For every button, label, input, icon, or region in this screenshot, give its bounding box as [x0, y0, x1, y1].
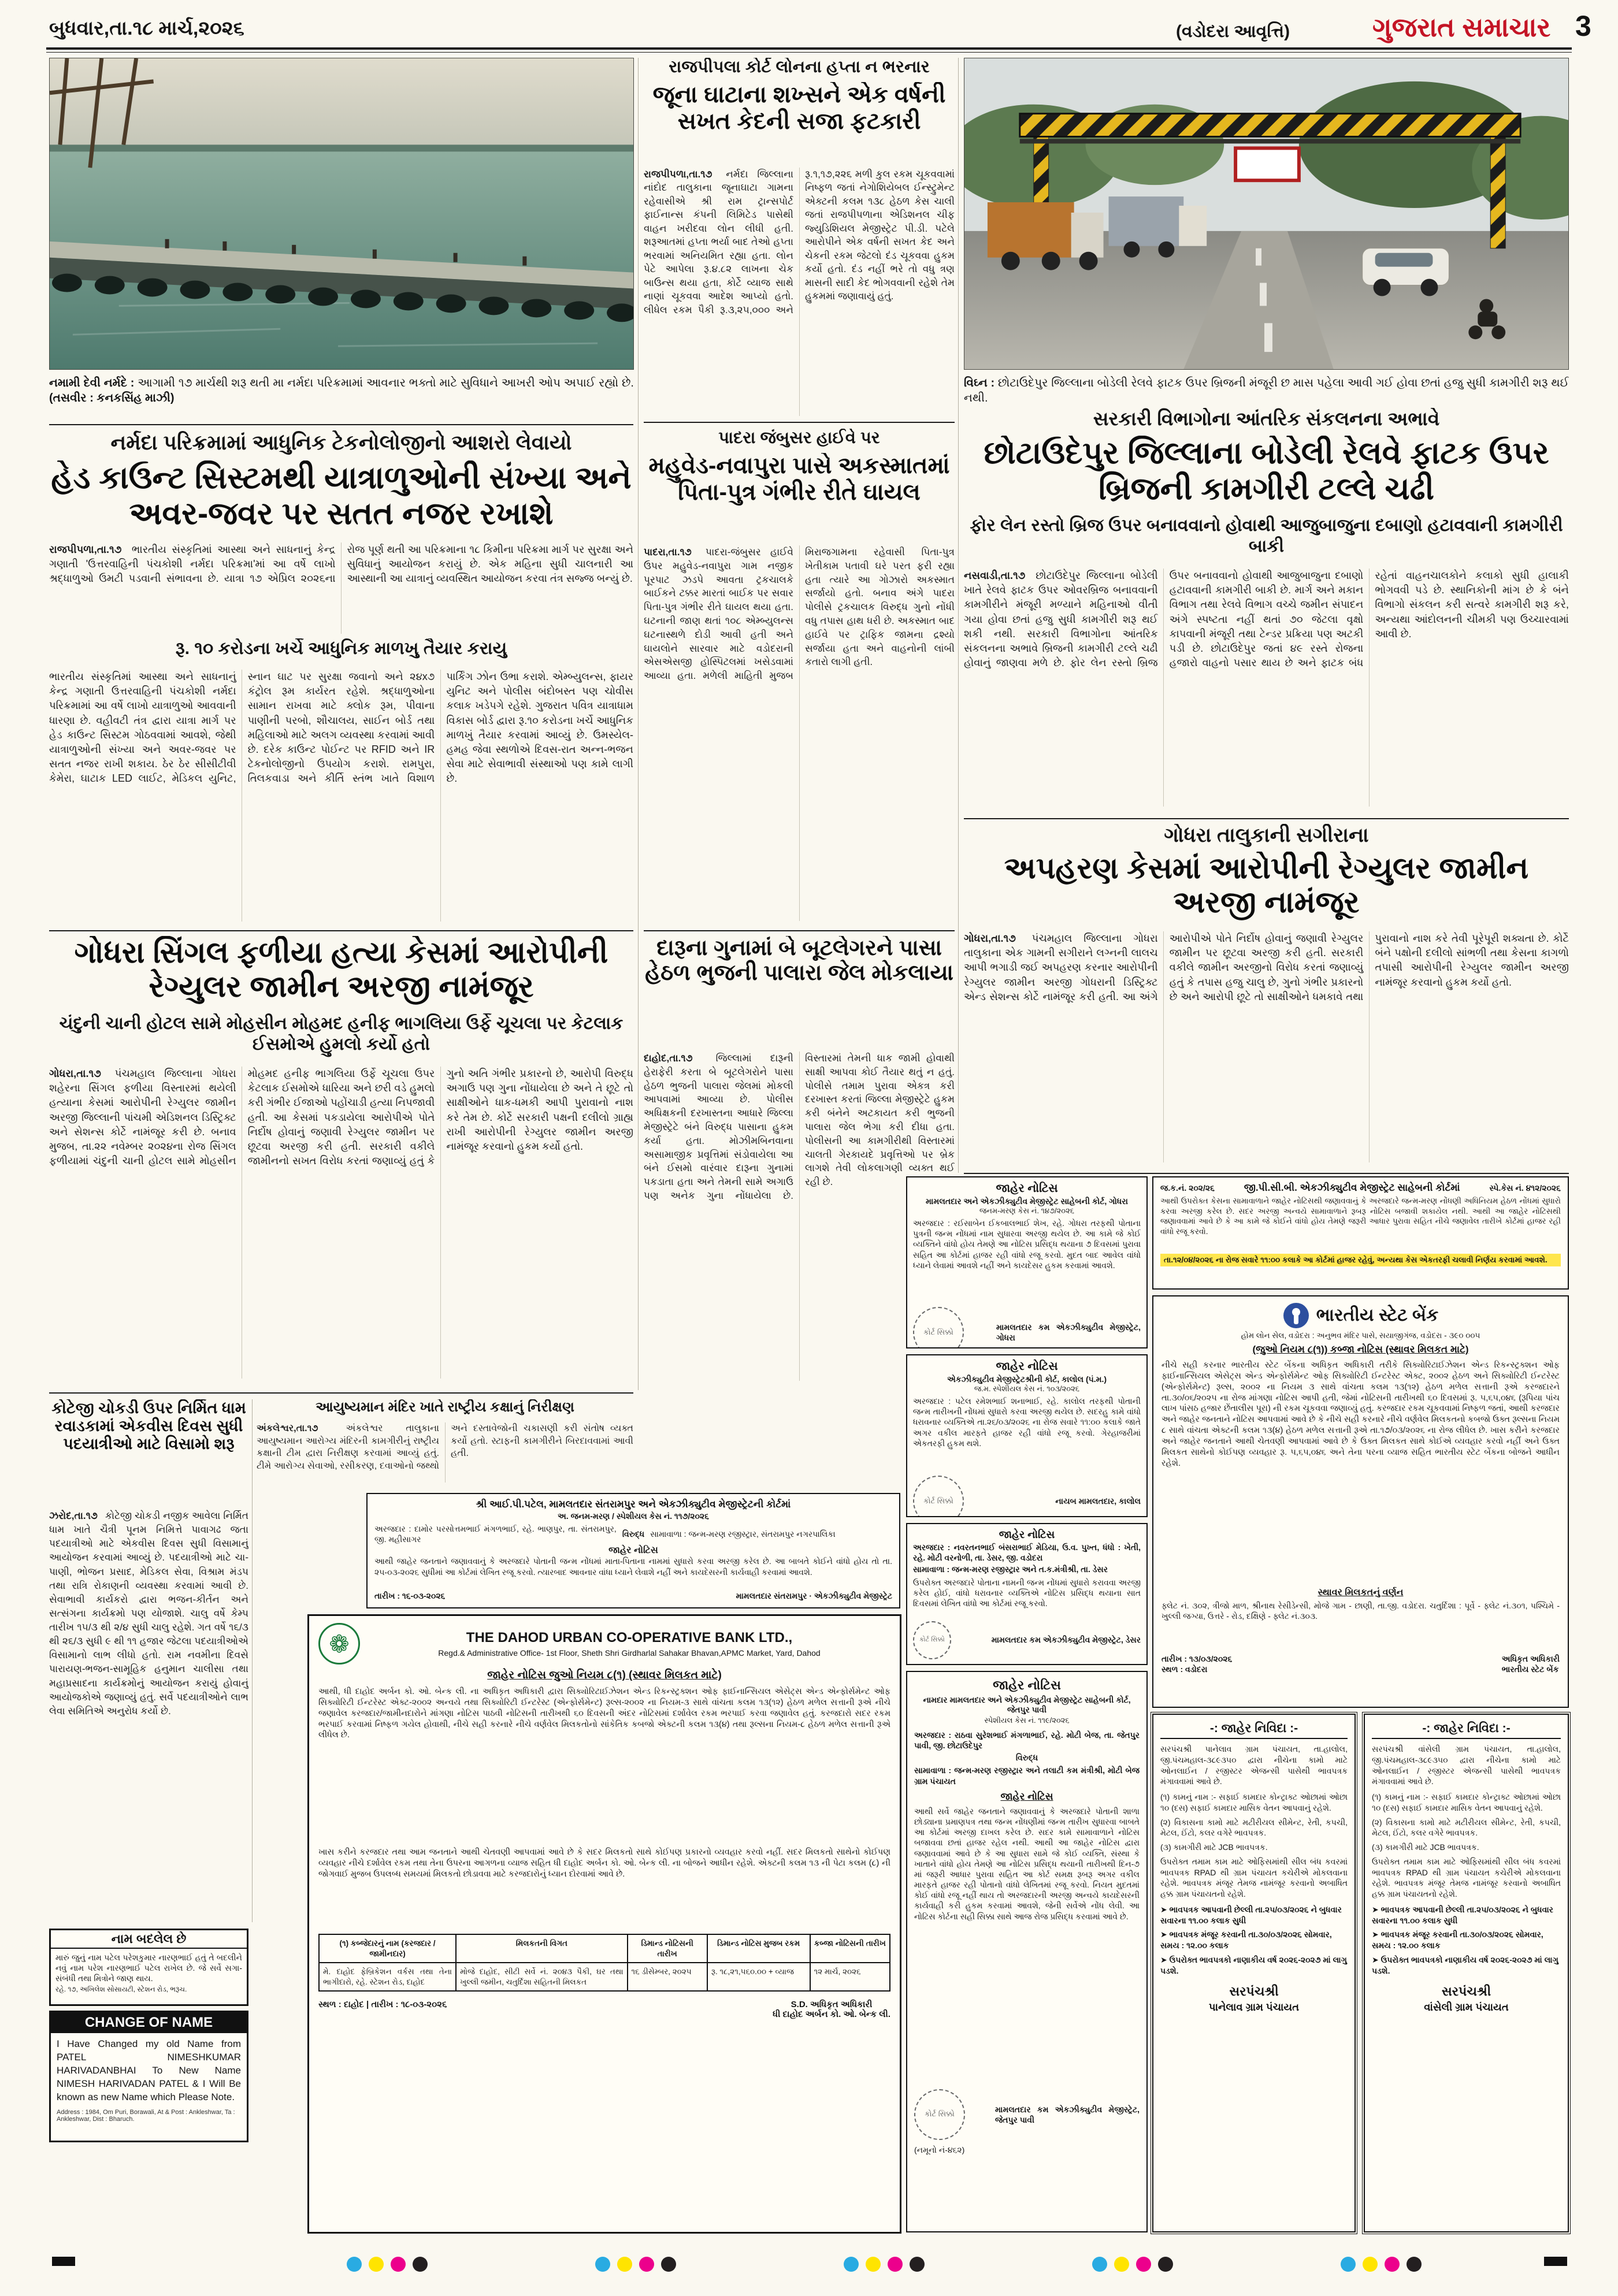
tender-title: -: જાહેર નિવિદા :-	[1372, 1722, 1561, 1739]
tender-notice-panelav	[1152, 1714, 1356, 2232]
tender-sign-title: સરપંચશ્રી	[1441, 1984, 1491, 1999]
article-body: ભારતીય સંસ્કૃતિમાં આસ્થા અને સાધનાનું કેન્દ્ર ગણાતી ઉત્તરવાહિની પંચકોશી નર્મદા પરિક્રમામાં આ વર્ષે લાખો યાત્રાળુઓ આવવાની ધારણા છે. વહીવટી તંત્ર દ્વારા યાત્રા માર્ગ પર હેડ કાઉન્ટ સિસ્ટમ ગોઠવવામાં આવશે, જેથી યાત્રાળુઓની સંખ્યા અને અવર-જવર પર સતત નજર રાખી શકાય. ઠેર ઠેર સીસીટીવી કેમેરા, ઘાટાક LED લાઈટ, મેડિકલ યુનિટ, સ્નાન ઘાટ પર સુરક્ષા જવાનો અને ૨૪x૭ કંટ્રોલ રૂમ કાર્યરત રહેશે. શ્રદ્ધાળુઓના સામાન રાખવા માટે ક્લોક રૂમ, પીવાના પાણીની પરબો, શૌચાલય, સાઈન બોર્ડ તથા મહિલાઓ માટે અલગ વ્યવસ્થા કરવામાં આવી છે. દરેક કાઉન્ટ પોઈન્ટ પર RFID અને IR ટેકનોલોજીનો ઉપયોગ કરાશે. રામપુરા, તિલકવાડા અને કીર્તિ સ્તંભ ખાતે વિશાળ પાર્કિંગ ઝોન ઉભા કરાશે. એમ્બ્યુલન્સ, ફાયર યુનિટ અને પોલીસ બંદોબસ્ત પણ ચોવીસ કલાક ખડેપગે રહેશે. ગુજરાત પવિત્ર યાત્રાધામ વિકાસ બોર્ડ દ્વારા રૂ.૧૦ કરોડના ખર્ચે આધુનિક માળખું તૈયાર કરવામાં આવ્યું છે. ઉમસ્યેલ-હમહ જેવા સ્થળોએ દિવસ-રાત અન્ન-ભજન સેવા માટે સેવાભાવી સંસ્થાઓ પણ કામે લાગી છે.	[49, 671, 633, 785]
article-kicker: ગોધરા તાલુકાની સગીરાના	[1164, 824, 1369, 846]
case-ref-left: જ.ક.નં. ૨૦૨/૨૬	[1160, 1183, 1215, 1192]
header-edition: (વડોદરા આવૃત્તિ)	[1176, 22, 1290, 41]
notice-body: નીચે સહી કરનાર ભારતીય સ્ટેટ બેંકના અધિકૃત અધિકારી તરીકે સિક્યોરિટાઈઝેશન એન્ડ રિકન્સ્ટ્રક્શન ઓફ ફાઈનાન્સિયલ એસેટ્સ એન્ડ એન્ફોર્સમેન્ટ ઓફ સિક્યોરિટી ઈન્ટરેસ્ટ એક્ટ, ૨૦૦૨ હેઠળ અને સિક્યોરિટી ઈન્ટરેસ્ટ (એન્ફોર્સમેન્ટ) રૂલ્સ, ૨૦૦૨ ના નિયમ ૩ સાથે વાંચતા કલમ ૧૩(૧૨) હેઠળ મળેલ સત્તાની રૂએ કરજદારને તા.૩૦/૦૬/૨૦૨૫ ના રોજ માંગણા નોટિસ આપી હતી, જેમાં નોટિસની તારીખથી ૬૦ દિવસમાં રૂ. ૫,૬૫,૦૪૬ (રૂપિયા પાંચ લાખ પાંસઠ હજાર છેંતાલીસ પૂરા) ની રકમ ચૂકવવા જણાવ્યું હતું. કરજદાર રકમ ચૂકવવામાં નિષ્ફળ જતાં, આથી કરજદાર અને જાહેર જનતાને નોટિસ આપવામાં આવે છે કે નીચે સહી કરનારે નીચે વર્ણવેલ મિલકતનો કબજો ઉક્ત રૂલ્સના નિયમ ૮ સાથે વાંચતા એક્ટની કલમ ૧૩(૪) હેઠળ મળેલ સત્તાની રૂએ તા.૧૭/૦૩/૨૦૨૬ ના રોજ લીધેલ છે. ખાસ કરીને કરજદાર અને જાહેર જનતાને આથી ચેતવણી આપવામાં આવે છે કે ઉક્ત મિલકત સાથે કોઈએ વ્યવહાર કરવો નહીં અને ઉક્ત મિલકત સાથેનો કોઈપણ વ્યવહાર રૂ. ૫,૬૫,૦૪૬ અને તેના પરના વ્યાજ સહિત ભારતીય સ્ટેટ બેંકના બોજને આધીન રહેશે.	[1161, 1361, 1560, 1468]
section-divider	[49, 930, 633, 931]
registration-mark	[52, 2257, 75, 2266]
article-body	[49, 1509, 248, 1919]
notice-respondent: સામાવાળા : જન્મ-મરણ રજીસ્ટ્રાર અને તલાટી કમ મંત્રીશ્રી, મોટી બેજ ગ્રામ પંચાયત	[914, 1766, 1140, 1786]
signature-line2: એકઝીક્યુટીવ મેજીસ્ટ્રેટ	[814, 1591, 892, 1601]
body-text: નર્મદા જિલ્લાના નાંદોદ તાલુકાના જૂનાઘાટા ગામના રહેવાસીએ શ્રી રામ ટ્રાન્સપોર્ટ ફાઈનાન્સ કંપની લિમિટેડ પાસેથી વાહન ખરીદવા લોન લીધી હતી. શરૂઆતમાં હપ્તા ભર્યા બાદ તેઓ હપ્તા ભરવામાં અનિયમિત રહ્યા હતા. લોન પેટે આપેલા રૂ.૪.૮૨ લાખના ચેક બાઉન્સ થયા હતા, કોર્ટે વ્યાજ સાથે નાણાં ચૂકવવા આદેશ આપ્યો હતો. લીધેલ રકમ પૈકી રૂ.૩,૨૫,૦૦૦ અને રૂ.૧,૧૭,૨૨૬ મળી કુલ રકમ ચૂકવવામાં નિષ્ફળ જતાં નેગોશિયેબલ ઈન્સ્ટ્રુમેન્ટ એક્ટની કલમ ૧૩૮ હેઠળ કેસ ચાલી જતાં રાજપીપળાના એડિશનલ ચીફ જ્યુડિશિયલ મેજીસ્ટ્રેટ પી.ડી. પટેલે આરોપીને એક વર્ષની સખત કેદ અને ચેકની રકમ જેટલો દંડ ચૂકવવા હુકમ કર્યો હતો. દંડ નહીં ભરે તો વધુ ત્રણ માસની સાદી કેદ ભોગવવાની રહેશે તેમ હુકમમાં જણાવાયું હતું.	[644, 169, 955, 315]
notice-applicant: અરજદાર : દામોર પરસોત્તમભાઈ મંગળભાઈ, રહે. ભાણપુર, તા. સંતરામપુર, જી. મહીસાગર	[374, 1524, 617, 1544]
tender-item: (૨) વિકાસના કામો માટે મટીરીયલ સીમેન્ટ, રેતી, કપચી, મેટલ, ઈંટો, કલર વગેરે ભાવપત્રક.	[1372, 1817, 1561, 1838]
ad-body-1: આથી, ધી દાહોદ અર્બન કો. ઓ. બેન્ક લી. ના અધિકૃત અધિકારી દ્વારા સિક્યોરિટાઈઝેશન એન્ડ રિકન્સ્ટ્રક્શન ઓફ ફાઈનાન્સિયલ એસેટ્સ એન્ડ એન્ફોર્સમેન્ટ ઓફ સિક્યોરિટી ઈન્ટરેસ્ટ એક્ટ-૨૦૦૨ અન્વયે તથા સિક્યોરિટી ઈન્ટરેસ્ટ (એન્ફોર્સમેન્ટ) રૂલ્સ-૨૦૦૨ ના નિયમ-૩ સાથે વાંચતા કલમ ૧૩(૧૨) હેઠળ મળેલ સત્તાની રૂએ નીચે જણાવેલ કરજદાર/જામીનદારોને માંગણા નોટિસ પાઠવી નોટિસની તારીખથી ૬૦ દિવસની અંદર નોટિસમાં દર્શાવેલ રકમ ભરપાઈ કરવા જણાવેલ હતું. કરજદારો સદર રકમ ભરપાઈ કરવામાં નિષ્ફળ ગયેલ હોવાથી, નીચે સહી કરનારે નીચે વર્ણવેલ મિલકતોનો સાંકેતિક કબજો એક્ટની કલમ ૧૩(૪) તથા રૂલ્સના નિયમ-૮ હેઠળ મળેલ સત્તાની રૂએ લીધેલ છે.	[318, 1687, 890, 1740]
registration-dot-black	[413, 2257, 428, 2272]
notice-date-place	[1161, 1654, 1232, 1674]
tender-bullet: ➤ ઉપરોક્ત ભાવપત્રકો નાણાકીય વર્ષ ૨૦૨૬-૨૦૨૭ માં લાગુ પડશે.	[1372, 1955, 1558, 1975]
notice-versus: વિરુદ્ધ	[1015, 1753, 1038, 1763]
article-padyatri-camp	[49, 1399, 248, 1922]
caption-credit: (તસવીર : કનકસિંહ માઝી)	[49, 392, 175, 404]
article-body	[49, 1067, 633, 1379]
notice-signature: નાયબ મામલતદાર, કાલોલ	[1055, 1496, 1141, 1506]
ad-signature	[773, 2000, 890, 2019]
article-kicker: નર્મદા પરિક્રમામાં આધુનિક ટેકનોલોજીનો આશરો લેવાયો	[110, 430, 572, 454]
bank-address: હોમ લોન સેલ, વડોદરા : અનુભવ મંદિર પાસે, સયાજીગંજ, વડોદરા - ૩૯૦ ૦૦૫	[1241, 1331, 1480, 1340]
ad-sign-line1: S.D. અધિકૃત અધિકારી	[791, 2000, 873, 2010]
notice-body: I Have Changed my old Name from PATEL NIMESHKUMAR HARIVADANBHAI To New Name NIMESH HARIVADAN PATEL & I Will Be known as new Name which Please Note.	[57, 2038, 241, 2102]
dateline: રાજપીપળા,તા.૧૭	[49, 544, 122, 555]
article-kicker: સરકારી વિભાગોના આંતરિક સંકલનના અભાવે	[1093, 408, 1440, 429]
notice-case: જ.મ. સ્પેશીયલ કેસ નં. ૧૦૩/૨૦૨૬	[974, 1384, 1080, 1393]
tender-notice-vanseli	[1364, 1714, 1569, 2232]
notice-applicant: અરજદાર : રાઠવા સુરેશભાઈ મંગળાભાઈ, રહે. મોટી બેજ, તા. જેતપુર પાવી, જી. છોટાઉદેપુર	[914, 1730, 1140, 1751]
court-stamp: કોર્ટ સિક્કો	[913, 1621, 951, 1659]
dateline: ઝરોદ,તા.૧૭	[49, 1510, 98, 1521]
bodeli-railway-gate-photo	[964, 58, 1569, 370]
article-body	[964, 931, 1569, 1162]
notice-body: મારું જુનું નામ પટેલ પરેશકુમાર નારણભાઈ હતું તે બદલીને નવું નામ પરેશ નારણભાઈ પટેલ રાખેલ છે. જે સર્વે સગા-સંબંધી તથા મિત્રોને જાણ થાય.	[55, 1953, 242, 1983]
registration-dot-black	[1158, 2257, 1173, 2272]
dahod-bank-logo-icon: ❁	[318, 1623, 360, 1665]
body-text: પાદરા-જંબુસર હાઈવે ઉપર મહુવેડ-નવાપુરા ગામ નજીક પૂરપાટ ઝડપે આવતા ટ્રકચાલકે બાઈકને ટક્કર મારતાં બાઈક પર સવાર પિતા-પુત્ર ગંભીર રીતે ઘાયલ થયા હતા. ઘટનાની જાણ થતાં ૧૦૮ એમ્બ્યુલન્સ ઘટનાસ્થળે દોડી આવી હતી અને ઘાયલોને સારવાર માટે વડોદરાની એસએસજી હોસ્પિટલમાં ખસેડવામાં આવ્યા હતા. મળેલી માહિતી મુજબ મિરાજગામના રહેવાસી પિતા-પુત્ર ખેતીકામ પતાવી ઘરે પરત ફરી રહ્યા હતા ત્યારે આ ગોઝારો અકસ્માત સર્જાયો હતો. બનાવ અંગે પાદરા પોલીસે ટ્રકચાલક વિરુદ્ધ ગુનો નોંધી વધુ તપાસ હાથ ધરી છે. અકસ્માત બાદ હાઈવે પર ટ્રાફિક જામના દ્રશ્યો સર્જાયા હતા અને વાહનોની લાંબી કતારો લાગી હતી.	[644, 547, 955, 682]
header-date: બુધવાર,તા.૧૮ માર્ચ,૨૦૨૬	[49, 17, 244, 39]
caption-lead: વિઘ્ન :	[964, 377, 995, 389]
article-headline: હેડ કાઉન્ટ સિસ્ટમથી યાત્રાળુઓની સંખ્યા અને અવર-જવર પર સતત નજર રખાશે	[51, 460, 632, 531]
notice-place: સ્થળ : વડોદરા	[1161, 1665, 1208, 1674]
public-notice-desar	[906, 1523, 1148, 1665]
tender-bullet: ➤ ઉપરોક્ત ભાવપત્રકો નાણાકીય વર્ષ ૨૦૨૬-૨૦૨૭ માં લાગુ પડશે.	[1160, 1955, 1347, 1975]
article-rajpipla-court	[644, 58, 955, 418]
tender-item: (૩) કામગીરી માટે JCB ભાવપત્રક.	[1372, 1842, 1479, 1852]
dateline: ગોધરા,તા.૧૭	[964, 932, 1016, 944]
cell-amount: રૂ. ૧૮,૨૧,૫૬૦.૦૦ + વ્યાજ	[707, 1963, 810, 1991]
notice-title: જાહેર નોટિસ	[996, 1360, 1058, 1373]
dateline: અંકલેશ્વર,તા.૧૭	[257, 1424, 318, 1433]
column-rule	[958, 58, 959, 1173]
header-divider-thin	[46, 52, 1572, 53]
article-headline: અપહરણ કેસમાં આરોપીની રેગ્યુલર જામીન અરજી નામંજૂર	[1004, 852, 1529, 920]
article-headline: ગોધરા સિંગલ ફળીયા હત્યા કેસમાં આરોપીની રેગ્યુલર જામીન અરજી નામંજૂર	[74, 936, 608, 1004]
col-header: કબ્જા નોટિસની તારીખ	[810, 1934, 890, 1963]
right-photo-caption	[964, 376, 1569, 406]
name-change-gujarati	[49, 1929, 248, 2006]
notice-title: જાહેર નોટિસ	[993, 1678, 1061, 1692]
tender-intro: સરપંચશ્રી વાંસેલી ગ્રામ પંચાયત, તા.હાલોલ, જી.પંચમહાલ-૩૮૯૩૫૦ દ્વારા નીચેના કામો માટે ઓનલાઈન / રજીસ્ટર એજન્સી પાસેથી ભાવપત્રક મંગાવવામાં આવે છે.	[1372, 1744, 1561, 1786]
registration-dot-magenta	[639, 2257, 654, 2272]
notice-title: જાહેર નોટિસ	[608, 1545, 658, 1556]
dateline: ગોધરા,તા.૧૭	[49, 1068, 101, 1079]
article-bodeli-bridge	[964, 408, 1569, 816]
article-body	[257, 1422, 633, 1483]
ad-sign-line2: ધી દાહોદ અર્બન કો. ઓ. બેન્ક લી.	[773, 2009, 890, 2020]
table-header-row	[319, 1934, 890, 1963]
court-stamp: કોર્ટ સિક્કો	[913, 1307, 964, 1348]
section-divider	[644, 422, 955, 423]
body-text: જિલ્લામાં દારૂની હેરાફેરી કરતા બે બૂટલેગરોને પાસા હેઠળ ભુજની પાલારા જેલમાં મોકલી આપવામાં આવ્યા છે. પોલીસ અધિક્ષકની દરખાસ્તના આધારે જિલ્લા મેજીસ્ટ્રેટે બંને વિરુદ્ધ પાસાના હુકમ કર્યા હતા. મોઝીમબિનવાના અસામાજીક પ્રવૃત્તિમાં સંડોવાયેલા આ બંને ઈસમો વારંવાર દારૂના ગુનામાં પકડાતા હતા અને તેમની સામે અગાઉ પણ અનેક ગુના નોંધાયેલા છે. વિસ્તારમાં તેમની ધાક જામી હોવાથી સાક્ષી આપવા કોઈ તૈયાર થતું ન હતું. પોલીસે તમામ પુરાવા એકત્ર કરી દરખાસ્ત કરતાં જિલ્લા મેજીસ્ટ્રેટે હુકમ કરી બંનેને અટકાયત કરી ભુજની પાલારા જેલ ભેગા કરી દીધા હતા. પોલીસની આ કામગીરીથી વિસ્તારમાં ચાલતી ગેરકાયદે પ્રવૃત્તિઓ પર બ્રેક લાગશે તેવી લોકલાગણી વ્યક્ત થઈ રહી છે.	[644, 1053, 955, 1201]
ad-body-2: ખાસ કરીને કરજદાર તથા આમ જનતાને આથી ચેતવણી આપવામાં આવે છે કે સદર મિલકતો સાથે કોઈપણ પ્રકારનો વ્યવહાર કરવો નહીં. સદર મિલકતો સાથેનો કોઈપણ વ્યવહાર નીચે દર્શાવેલ રકમ તથા તેના ઉપરના આગળના વ્યાજ સહિત ધી દાહોદ અર્બન કો. ઓ. બેન્ક લી. ના બોજને આધીન રહેશે. એક્ટની કલમ ૧૩ ની પેટા કલમ (૮) ની જોગવાઈ મુજબ ઉપલબ્ધ સમયમાં મિલકતો છોડાવવા માટે કરજદારોનું ધ્યાન દોરવામાં આવે છે.	[318, 1848, 890, 1879]
tender-para: ઉપરોક્ત તમામ કામ માટે ઓફિસમાંથી સીલ બંધ કવરમાં ભાવપત્રક RPAD થી ગ્રામ પંચાયત કચેરીએ મોકલવાના રહેશે. ભાવપત્રક મંજૂર તેમજ નામંજૂર કરવાનો અબાધિત હક્ક ગ્રામ પંચાયતનો રહેશે.	[1160, 1856, 1348, 1899]
ad-place-date: સ્થળ : દાહોદ | તારીખ : ૧૮-૦૩-૨૦૨૬	[318, 2000, 447, 2010]
tender-bullet: ➤ ભાવપત્રક આપવાની છેલ્લી તા.૨૫/૦૩/૨૦૨૬ ને બુધવાર સવારના ૧૧.૦૦ કલાક સુધી	[1372, 1904, 1553, 1925]
narmada-parikrama-photo	[49, 58, 634, 370]
body-text: પંચમહાલ જિલ્લાના ગોધરા તાલુકાના એક ગામની સગીરાને લગ્નની લાલચ આપી ભગાડી જઈ અપહરણ કરનાર આરોપીની રેગ્યુલર જામીન અરજી ગોધરાની ડિસ્ટ્રિક્ટ એન્ડ સેશન્સ કોર્ટે નામંજૂર કરી હતી. આ અંગે આરોપીએ પોતે નિર્દોષ હોવાનું જણાવી રેગ્યુલર જામીન પર છૂટવા અરજી કરી હતી. સરકારી વકીલે જામીન અરજીનો વિરોધ કરતાં જણાવ્યું હતું કે તપાસ હજુ ચાલુ છે, ગુનો ગંભીર પ્રકારનો છે અને આરોપી છૂટે તો સાક્ષીઓને ધમકાવે તથા પુરાવાનો નાશ કરે તેવી પૂરેપૂરી શક્યતા છે. કોર્ટે બંને પક્ષોની દલીલો સાંભળી તથા કેસના કાગળો તપાસી આરોપીની રેગ્યુલર જામીન અરજી નામંજૂર કરવાનો હુકમ કર્યો હતો.	[964, 932, 1569, 1002]
notice-case: અ. જનમ-મરણ / સ્પેશીયલ કેસ નં. ૧૧૭/૨૦૨૬	[558, 1511, 709, 1521]
article-kicker: રાજપીપલા કોર્ટ લોનના હપ્તા ન ભરનાર	[669, 58, 930, 76]
article-kicker: પાદરા જંબુસર હાઈવે પર	[718, 429, 880, 447]
case-ref-right: સ્પે.કેસ નં. ૪૧૨/૨૦૨૬	[1489, 1183, 1561, 1192]
article-headline: દારૂના ગુનામાં બે બૂટલેગરને પાસા હેઠળ ભુજની પાલારા જેલ મોકલાયા	[645, 936, 953, 986]
notice-body: આથી જાહેર જનતાને જણાવવાનું કે અરજદારે પોતાની જન્મ નોંધમાં માતા-પિતાના નામમાં સુધારો કરવા અરજી કરેલ છે. આ બાબતે કોઈને વાંધો હોય તો તા. ૨૫-૦૩-૨૦૨૬ સુધીમાં આ કોર્ટમાં લેખિત રજૂ કરવો. ત્યારબાદ આવનાર વાંધા ધ્યાને લેવાશે નહીં અને કાયદેસરની કાર્યવાહી કરવામાં આવશે.	[374, 1556, 892, 1577]
dateline: પાદરા,તા.૧૭	[644, 547, 692, 558]
notice-court: શ્રી આઈ.પી.પટેલ, મામલતદાર સંતરામપુર અને એકઝીક્યુટીવ મેજીસ્ટ્રેટની કોર્ટમાં	[476, 1499, 791, 1510]
registration-marks-group	[844, 2257, 932, 2275]
notice-court: મામલતદાર અને એકઝીક્યુટીવ મેજીસ્ટ્રેટ સાહેબની કોર્ટ, ગોધરા	[926, 1197, 1128, 1206]
tender-bullet: ➤ ભાવપત્રક આપવાની છેલ્લી તા.૨૫/૦૩/૨૦૨૬ ને બુધવાર સવારના ૧૧.૦૦ કલાક સુધી	[1160, 1904, 1342, 1925]
notice-case: જનમ-મરણ કેસ નં. ૧૪૭/૨૦૨૬	[979, 1206, 1074, 1215]
registration-dot-cyan	[844, 2257, 859, 2272]
newspaper-masthead: ગુજરાત સમાચાર	[1372, 12, 1551, 42]
notice-respondent: સામાવાળા : જન્મ-મરણ રજીસ્ટ્રાર, સંતરામપુર નગરપાલિકા	[650, 1529, 836, 1539]
notice-subtitle: (જુઓ નિયમ ૮(૧)) કબ્જા નોટિસ (સ્થાવર મિલકત માટે)	[1252, 1344, 1469, 1355]
notice-title: નામ બદલેલ છે	[51, 1930, 247, 1949]
tender-item: (૧) કામનું નામ :- સફાઈ કામદાર કોન્ટ્રાક્ટ ઓછામાં ઓછા ૧૦ (દસ) સફાઈ કામદાર માસિક વેતન આપવાનું રહેશે.	[1372, 1792, 1561, 1812]
article-body	[964, 569, 1569, 807]
column-rule	[638, 58, 639, 1390]
registration-mark	[1544, 2257, 1567, 2266]
public-notice-godhra	[906, 1176, 1148, 1348]
tender-bullet: ➤ ભાવપત્રક મંજૂર કરવાની તા.૩૦/૦૩/૨૦૨૬ સોમવાર, સમય : ૧૨.૦૦ કલાક	[1160, 1930, 1332, 1950]
registration-dot-black	[910, 2257, 925, 2272]
article-headline: મહુવેડ-નવાપુરા પાસે અકસ્માતમાં પિતા-પુત્ર ગંભીર રીતે ઘાયલ	[648, 453, 950, 505]
notice-signature: મામલતદાર કમ એકઝીક્યુટીવ મેજીસ્ટ્રેટ, ગોધરા	[996, 1322, 1141, 1342]
notice-signature: મામલતદાર કમ એકઝીક્યુટીવ મેજીસ્ટ્રેટ, જેતપુર પાવી	[995, 2104, 1140, 2124]
notice-subtitle: જાહેર નોટિસ	[1000, 1790, 1053, 1802]
article-body	[644, 168, 955, 416]
registration-dot-yellow	[1363, 2257, 1378, 2272]
notice-address: Address : 1984, Om Puri, Borawali, At & Post : Ankleshwar, Ta : Ankleshwar, Dist : Bharuch.	[57, 2108, 235, 2123]
property-desc-title: સ્થાવર મિલકતનું વર્ણન	[1318, 1588, 1404, 1597]
railway-crossing-illustration	[964, 58, 1568, 369]
registration-dot-yellow	[866, 2257, 881, 2272]
public-notice-jetpur-pavi	[906, 1671, 1148, 2232]
tender-sign-name: પાનેલાવ ગ્રામ પંચાયત	[1208, 2001, 1300, 2013]
gpcb-court-notice	[1152, 1176, 1569, 1290]
tender-bullet: ➤ ભાવપત્રક મંજૂર કરવાની તા.૩૦/૦૩/૨૦૨૬ સોમવાર, સમય : ૧૨.૦૦ કલાક	[1372, 1930, 1543, 1950]
notice-applicant: અરજદાર : નવરતનભાઈ બંસરાભાઈ મેડિયા, ઉ.વ. પુખ્ત, ધંધો : ખેતી, રહે. મોટી વરનોળી, તા. ડેસર, જી. વડોદરા	[913, 1543, 1141, 1563]
dateline: દાહોદ,તા.૧૭	[644, 1053, 693, 1064]
bank-address: Regd.& Administrative Office- 1st Floor, Sheth Shri Girdharlal Sahakar Bhavan,APMC Market, Yard, Dahod	[438, 1648, 821, 1658]
tender-sign-title: સરપંચશ્રી	[1229, 1984, 1279, 1999]
court-stamp: કોર્ટ સિક્કો	[913, 1476, 964, 1517]
article-headline: જૂના ઘાટાના શખ્સને એક વર્ષની સખત કેદની સજા ફટકારી	[652, 82, 946, 134]
registration-dot-yellow	[369, 2257, 384, 2272]
article-subhead: રૂ. ૧૦ કરોડના ખર્ચે આધુનિક માળખુ તૈયાર કરાયુ	[175, 639, 507, 658]
caption-text: છોટાઉદેપુર જિલ્લાના બોડેલી રેલવે ફાટક ઉપર બ્રિજની મંજૂરી છ માસ પહેલા આવી ગઈ હોવા છતાં હજુ સુધી કામગીરી શરૂ થઈ નથી.	[964, 377, 1569, 404]
notice-title: CHANGE OF NAME	[51, 2012, 247, 2033]
article-headline: છોટાઉદેપુર જિલ્લાના બોડેલી રેલવે ફાટક ઉપર બ્રિજની કામગીરી ટલ્લે ચઢી	[984, 436, 1549, 506]
notice-date: તારીખ : ૧૬-૦૩-૨૦૨૬	[374, 1591, 446, 1601]
tender-item: (૨) વિકાસના કામો માટે મટીરીયલ સીમેન્ટ, રેતી, કપચી, મેટલ, ઈંટો, કલર વગેરે ભાવપત્રક.	[1160, 1817, 1348, 1838]
article-lead	[49, 543, 633, 634]
notice-address: રહે. ૧૭, અખિલેશ સોસાયટી, સ્ટેશન રોડ, ભરૂચ.	[55, 1985, 187, 1993]
registration-dot-magenta	[1136, 2257, 1151, 2272]
col-header: મિલકતની વિગત	[456, 1934, 627, 1963]
notice-signature: મામલતદાર કમ એકઝીક્યુટીવ મેજીસ્ટ્રેટ, ડેસર	[991, 1635, 1141, 1645]
notice-santrampur	[366, 1493, 900, 1608]
notice-court: એકઝીક્યુટીવ મેજીસ્ટ્રેટશ્રીની કોર્ટ, કાલોલ (પં.મ.)	[947, 1374, 1107, 1384]
column-rule	[252, 1399, 253, 1922]
notice-respondent: સામાવાળા : જન્મ-મરણ રજીસ્ટ્રાર અને ત.ક.મંત્રીશ્રી, તા. ડેસર	[913, 1565, 1108, 1574]
bank-name: THE DAHOD URBAN CO-OPERATIVE BANK LTD.,	[466, 1630, 793, 1645]
lead-text: ભારતીય સંસ્કૃતિમાં આસ્થા અને સાધનાનું કેન્દ્ર ગણાતી 'ઉત્તરવાહિની પંચકોશી નર્મદા પરિક્રમા'માં આ વર્ષે લાખો શ્રદ્ધાળુઓ ઉમટી પડવાની સંભાવના છે. યાત્રા ૧૭ એપ્રિલ ૨૦૨૬ના રોજ પૂર્ણ થતી આ પરિક્રમાના ૧૮ કિમીના પરિક્રમા માર્ગ પર સુરક્ષા અને સુવિધાનું આયોજન કરાયું છે. એક મહિના સુધી ચાલનારી આ આસ્થાની આ યાત્રાનું વ્યવસ્થિત આયોજન કરવા તંત્ર સજ્જ બન્યું છે.	[49, 544, 633, 585]
registration-dot-cyan	[1341, 2257, 1356, 2272]
article-headline: આયુષ્યમાન મંદિર ખાતે રાષ્ટ્રીય કક્ષાનું નિરીક્ષણ	[316, 1399, 574, 1415]
article-headline: કોટેજી ચોકડી ઉપર નિર્મિત ધામ રવાડકામાં એકવીસ દિવસ સુધી પદયાત્રીઓ માટે વિસામો શરૂ	[51, 1399, 246, 1452]
tender-sign-name: વાંસેલી ગ્રામ પંચાયત	[1424, 2001, 1509, 2013]
header-divider	[46, 47, 1572, 50]
tender-title: -: જાહેર નિવિદા :-	[1160, 1722, 1348, 1739]
registration-dot-yellow	[617, 2257, 632, 2272]
tender-para: ઉપરોક્ત તમામ કામ માટે ઓફિસમાંથી સીલ બંધ કવરમાં ભાવપત્રક RPAD થી ગ્રામ પંચાયત કચેરીએ મોકલવાના રહેશે. ભાવપત્રક મંજૂર તેમજ નામંજૂર કરવાનો અબાધિત હક્ક ગ્રામ પંચાયતનો રહેશે.	[1372, 1856, 1561, 1899]
article-subhead: ફોર લેન રસ્તો બ્રિજ ઉપર બનાવવાનો હોવાથી આજુબાજુના દબાણો હટાવવાની કામગીરી બાકી	[970, 516, 1563, 556]
cell-borrower: મે. દાહોદ ફેબ્રિકેશન વર્કસ તથા તેના ભાગીદારો, રહે. સ્ટેશન રોડ, દાહોદ	[319, 1963, 456, 1991]
notice-title: જાહેર નોટિસ	[996, 1182, 1058, 1195]
registration-marks-group	[595, 2257, 683, 2275]
article-ayushman-inspection	[257, 1399, 633, 1486]
body-text: પંચમહાલ જિલ્લાના ગોધરા શહેરના સિંગલ ફળીયા વિસ્તારમાં થયેલી હત્યાના કેસમાં આરોપીની રેગ્યુલર જામીન અરજી જિલ્લાની પાંચમી એડિશનલ ડિસ્ટ્રિક્ટ અને સેશન્સ કોર્ટે નામંજૂર કરી છે. બનાવ મુજબ, તા.૨૨ નવેમ્બર ૨૦૨૪ના રોજ સિંગલ ફળીયામાં ચંદુની ચાની હોટલ સામે મોહસીન મોહમદ હનીફ ભાગલિયા ઉર્ફે ચૂચલા ઉપર કેટલાક ઈસમોએ ધારિયા અને છરી વડે હુમલો કરી ગંભીર ઈજાઓ પહોંચાડી હત્યા નિપજાવી હતી. આ કેસમાં પકડાયેલા આરોપીએ પોતે નિર્દોષ હોવાનું જણાવી રેગ્યુલર જામીન પર છૂટવા અરજી કરી હતી. સરકારી વકીલે જામીનનો સખત વિરોધ કરતાં જણાવ્યું હતું કે ગુનો અતિ ગંભીર પ્રકારનો છે, આરોપી વિરુદ્ધ અગાઉ પણ ગુના નોંધાયેલા છે અને તે છૂટે તો સાક્ષીઓને ધાક-ધમકી આપી પુરાવાનો નાશ કરે તેમ છે. કોર્ટે સરકારી પક્ષની દલીલો ગ્રાહ્ય રાખી આરોપીની રેગ્યુલર જામીન અરજી નામંજૂર કરવાનો હુકમ કર્યો હતો.	[49, 1068, 633, 1167]
section-divider	[49, 424, 633, 425]
sbi-possession-notice	[1152, 1295, 1569, 1708]
cell-property: મોજે દાહોદ, સીટી સર્વે નં. ૨૦૪૩ પૈકી, ઘર તથા ખુલ્લી જમીન, ચતુર્દિશા સહિતની મિલકત	[456, 1963, 627, 1991]
article-head-count	[49, 430, 633, 927]
notice-footer: (નમૂનો નં-૪૬૨)	[914, 2145, 965, 2154]
bank-name: ભારતીય સ્ટેટ બેંક	[1316, 1306, 1439, 1325]
section-divider	[964, 1173, 1569, 1174]
registration-dot-cyan	[595, 2257, 610, 2272]
notice-body: અરજદાર : રઈસાબેન ઈકબાલભાઈ શેખ, રહે. ગોધરા તરફથી પોતાના પુત્રની જન્મ નોંધમાં નામ સુધારવા અરજી થયેલ છે. આ કામે જે કોઈ વ્યક્તિને વાંધો હોય તેમણે આ નોટિસ પ્રસિદ્ધ થયાના ૭ દિવસમાં પુરાવા સહિત આ કોર્ટમાં હાજર રહી વાંધો રજૂ કરવો. મુદત બાદ આવેલ વાંધો ધ્યાને લેવામાં આવશે નહીં અને કાયદેસર હુકમ કરવામાં આવશે.	[913, 1218, 1141, 1270]
caption-text: આગામી ૧૭ માર્ચથી શરૂ થતી મા નર્મદા પરિક્રમામાં આવનાર ભક્તો માટે સુવિધાને આખરી ઓપ અપાઈ રહ્યો છે.	[138, 377, 634, 389]
tender-item: (૩) કામગીરી માટે JCB ભાવપત્રક.	[1160, 1842, 1268, 1852]
cell-demand-date: ૧૬ ડીસેમ્બર, ૨૦૨૫	[628, 1963, 707, 1991]
dahod-bank-notice-ad	[307, 1614, 901, 2234]
article-murder-bail	[49, 936, 633, 1390]
registration-marks-group	[347, 2257, 435, 2275]
sbi-logo-icon	[1283, 1302, 1309, 1329]
signature-line1: મામલતદાર સંતરામપુર	[736, 1591, 807, 1601]
col-header: (૧) કબ્જેદારનું નામ (કરજદાર / જામીનદાર)	[319, 1934, 456, 1963]
dateline: રાજપીપળા,તા.૧૭	[644, 169, 712, 180]
body-text: કોટેજી ચોકડી નજીક આવેલા નિર્મિત ધામ ખાતે ચૈત્રી પૂનમ નિમિત્તે પાવાગઢ જતા પદયાત્રીઓ માટે એકવીસ દિવસ સુધી વિસામાનું આયોજન કરવામાં આવ્યું છે. પદયાત્રીઓ માટે ચા-પાણી, ભોજન પ્રસાદ, મેડિકલ સેવા, વિશ્રામ મંડપ તથા રાત્રિ રોકાણની વ્યવસ્થા કરવામાં આવી છે. સેવાભાવી કાર્યકરો દ્વારા ભજન-કીર્તન અને સત્સંગના કાર્યક્રમો પણ યોજાશે. ચાલુ વર્ષે કેમ્પ તારીખ ૧૫/૩ થી ૨/૪ સુધી ચાલુ રહેશે. ગત વર્ષે ૧૬/૩ થી ૨૬/૩ સુધી ૯ થી ૧૧ હજાર જેટલા પદયાત્રીઓએ વિસામાનો લાભ લીધો હતો. રામ નવમીના દિવસે પારાયણ-ભજન-સામૂહિક હનુમાન ચાલીસા તથા મહાપ્રસાદના કાર્યક્રમોનું આયોજન કરાયું હોવાનું આયોજકોએ જણાવ્યું હતું. સર્વે પદયાત્રીઓને લાભ લેવા સમિતિએ અનુરોધ કર્યો છે.	[49, 1510, 248, 1717]
registration-dot-black	[1407, 2257, 1422, 2272]
section-divider	[49, 1392, 633, 1394]
notice-body: આથી ઉપરોક્ત કેસના સામાવાળાને જાહેર નોટિસથી જણાવવાનું કે અરજદારે જન્મ-મરણ નોંધણી અધિનિયમ હેઠળ નોંધમાં સુધારો કરવા અરજી કરેલ છે. સદર અરજી અન્વયે સામાવાળાને રૂબરૂ નોટિસ બજાવી શકાયેલ નથી. આથી આ જાહેર નોટિસથી જણાવવામાં આવે છે કે આ કામે જે કોઈને વાંધો હોય તેમણે જરૂરી આધાર પુરાવા સહિત નીચે જણાવેલ તારીખે કોર્ટમાં હાજર રહી વાંધો રજૂ કરવો.	[1160, 1197, 1561, 1236]
possession-table	[318, 1934, 890, 1992]
article-padra-accident	[644, 429, 955, 926]
ad-place: સ્થળ : દાહોદ	[318, 2000, 364, 2010]
river-bridge-illustration	[50, 58, 633, 369]
ad-date: તારીખ : ૧૮-૦૩-૨૦૨૬	[371, 2000, 447, 2010]
notice-court: નામદાર મામલતદાર અને એકઝીક્યુટીવ મેજીસ્ટ્રેટ સાહેબની કોર્ટ, જેતપુર પાવી	[923, 1695, 1131, 1714]
body-text: છોટાઉદેપુર જિલ્લાના બોડેલી ખાતે રેલવે ફાટક ઉપર ઓવરબ્રિજ બનાવવાની કામગીરીને મંજૂરી મળ્યાને મહિનાઓ વીતી ગયા હોવા છતાં હજુ સુધી કામગીરી શરૂ થઈ શકી નથી. સરકારી વિભાગોના આંતરિક સંકલનના અભાવે બ્રિજની કામગીરી ટલ્લે ચઢી હોવાનું જાણવા મળે છે. ફોર લેન રસ્તો બ્રિજ ઉપર બનાવવાનો હોવાથી આજુબાજુના દબાણો હટાવવાની કામગીરી બાકી છે. માર્ગ અને મકાન વિભાગ તથા રેલવે વિભાગ વચ્ચે જમીન સંપાદન અંગે સ્પષ્ટતા નહીં થતાં ૭૦ જેટલા વૃક્ષો કાપવાની મંજૂરી તથા ટેન્ડર પ્રક્રિયા પણ અટકી પડી છે. છોટાઉદેપુર જતાં ૪૯ રસ્તે રોજના હજારો વાહનો પસાર થાય છે અને ફાટક બંધ રહેતાં વાહનચાલકોને કલાકો સુધી હાલાકી ભોગવવી પડે છે. સ્થાનિકોની માંગ છે કે બંને વિભાગો સંકલન કરી સત્વરે કામગીરી શરૂ કરે, અન્યથા આંદોલનની ચીમકી પણ ઉચ્ચારવામાં આવી છે.	[964, 570, 1569, 669]
section-divider	[964, 818, 1569, 819]
notice-case: સ્પેશીયલ કેસ નં. ૧૧૯/૨૦૨૬	[984, 1716, 1070, 1725]
registration-dot-cyan	[1092, 2257, 1107, 2272]
registration-dot-yellow	[1114, 2257, 1129, 2272]
article-subhead: ચંદુની ચાની હોટલ સામે મોહસીન મોહમદ હનીફ ભાગલિયા ઉર્ફે ચૂચલા પર કેટલાક ઈસમોએ હુમલો કર્યો હતો	[59, 1014, 624, 1054]
notice-body: ઉપરોક્ત અરજદારે પોતાના નામની જન્મ નોંધમાં સુધારો કરાવવા અરજી કરેલ હોઈ, વાંધો ધરાવનાર વ્યક્તિએ નોટિસ પ્રસિદ્ધ થયાના સાત દિવસમાં લેખિત વાંધો આ કોર્ટમાં રજૂ કરવો.	[913, 1577, 1141, 1608]
registration-dot-magenta	[391, 2257, 406, 2272]
notice-versus: વિરુદ્ધ	[622, 1529, 645, 1539]
property-desc: ફ્લેટ નં. ૩૦૨, ત્રીજો માળ, શ્રીનાથ રેસીડેન્સી, મોજે ગામ - છાણી, તા.જી. વડોદરા. ચતુર્દિશા : પૂર્વે - ફ્લેટ નં.૩૦૧, પશ્ચિમે - ખુલ્લી જગ્યા, ઉત્તરે - રોડ, દક્ષિણે - ફ્લેટ નં.૩૦૩.	[1161, 1601, 1560, 1621]
change-of-name-english	[49, 2011, 248, 2142]
body-text: અંકલેશ્વર તાલુકાના આયુષ્યમાન આરોગ્ય મંદિરની કામગીરીનું રાષ્ટ્રીય કક્ષાની ટીમ દ્વારા નિરીક્ષણ કરવામાં આવ્યું હતું. ટીમે આરોગ્ય સેવાઓ, રસીકરણ, દવાઓનો જથ્થો અને દસ્તાવેજોની ચકાસણી કરી સંતોષ વ્યક્ત કર્યો હતો. સ્ટાફની કામગીરીને બિરદાવવામાં આવી હતી.	[257, 1424, 633, 1471]
hearing-date-highlight: તા.૧૨/૦૪/૨૦૨૬ ના રોજ સવારે ૧૧:૦૦ કલાકે આ કોર્ટમાં હાજર રહેવું, અન્યથા કેસ એકતરફી ચલાવી નિર્ણય કરવામાં આવશે.	[1160, 1254, 1561, 1266]
left-photo-caption	[49, 376, 634, 418]
article-kidnap-bail	[964, 824, 1569, 1169]
public-notice-kalol	[906, 1354, 1148, 1517]
notice-signature: મામલતદાર સંતરામપુર · એકઝીક્યુટીવ મેજીસ્ટ્રેટ	[736, 1591, 892, 1601]
notice-court-title: જી.પી.સી.બી. એકઝીક્યુટીવ મેજીસ્ટ્રેટ સાહેબની કોર્ટમાં	[1244, 1182, 1460, 1193]
registration-dot-magenta	[888, 2257, 903, 2272]
cell-possession-date: ૧૨ માર્ચ, ૨૦૨૬	[810, 1963, 890, 1991]
dateline: નસવાડી,તા.૧૭	[964, 570, 1026, 581]
registration-marks-group	[1341, 2257, 1428, 2275]
col-header: ડિમાન્ડ નોટિસની તારીખ	[628, 1934, 707, 1963]
article-body	[644, 545, 955, 921]
notice-signature	[1502, 1654, 1560, 1674]
caption-lead: નમામી દેવી નર્મદે :	[49, 377, 135, 389]
notice-date: તારીખ : ૧૩/૦૩/૨૦૨૬	[1161, 1654, 1233, 1663]
notice-body: અરજદાર : પટેલ રમેશભાઈ શનાભાઈ, રહે. કાલોલ તરફથી પોતાની જન્મ તારીખની નોંધમાં સુધારો કરવા અરજી થયેલ છે. સદરહુ કામે વાંધો ધરાવનાર વ્યક્તિએ તા.૨૬/૦૩/૨૦૨૬ ના રોજ સવારે ૧૧:૦૦ કલાકે જાતે અગર વકીલ મારફતે હાજર રહી વાંધો રજૂ કરવો. ગેરહાજરીમાં એકતરફી હુકમ થશે.	[913, 1396, 1141, 1448]
notice-title: જાહેર નોટિસ	[999, 1529, 1055, 1540]
page-number: 3	[1575, 10, 1591, 42]
sign-line1: અધિકૃત અધિકારી	[1501, 1654, 1560, 1663]
section-divider	[644, 930, 955, 931]
registration-dot-cyan	[347, 2257, 362, 2272]
registration-marks-group	[1092, 2257, 1180, 2275]
tender-item: (૧) કામનું નામ :- સફાઈ કામદાર કોન્ટ્રાક્ટ ઓછામાં ઓછા ૧૦ (દસ) સફાઈ કામદાર માસિક વેતન આપવાનું રહેશે.	[1160, 1792, 1348, 1812]
tender-intro: સરપંચશ્રી પાનેલાવ ગ્રામ પંચાયત, તા.હાલોલ, જી.પંચમહાલ-૩૮૯૩૫૦ દ્વારા નીચેના કામો માટે ઓનલાઈન / રજીસ્ટર એજન્સી પાસેથી ભાવપત્રક મંગાવવામાં આવે છે.	[1160, 1744, 1348, 1786]
sign-line2: ભારતીય સ્ટેટ બેંક	[1501, 1665, 1559, 1674]
registration-dot-black	[661, 2257, 676, 2272]
col-header: ડિમાન્ડ નોટિસ મુજબ રકમ	[707, 1934, 810, 1963]
notice-body: આથી સર્વે જાહેર જનતાને જણાવવાનું કે અરજદારે પોતાની શાળા છોડ્યાના પ્રમાણપત્ર તથા જન્મ નોંધણીમાં જન્મ તારીખ સુધારવા બાબતે આ કોર્ટમાં અરજી દાખલ કરેલ છે. સદર કામે સામાવાળાને નોટિસ બજાવવા છતાં હાજર રહેલ નથી. આથી આ જાહેર નોટિસ દ્વારા જણાવવામાં આવે છે કે આ સુધારા સામે જે કોઈ વ્યક્તિ, સંસ્થા કે ખાતાને વાંધો હોય તેમણે આ નોટિસ પ્રસિદ્ધ થયાની તારીખથી દિન-૭ માં જરૂરી આધાર પુરાવા સહિત આ કોર્ટ સમક્ષ રૂબરૂ અગર વકીલ મારફતે હાજર રહી પોતાનો વાંધો લેખિતમાં રજૂ કરવો. નિયત મુદતમાં કોઈ વાંધો રજૂ નહીં થાય તો અરજદારની અરજી અન્વયે કાયદેસરની કાર્યવાહી કરી હુકમ કરવામાં આવશે, જેની સર્વેએ નોંધ લેવી. આ નોટિસ કોર્ટના સહી સિક્કા સાથે આજ રોજ પ્રસિદ્ધ કરવામાં આવે છે.	[914, 1806, 1140, 1921]
ad-subtitle: જાહેર નોટિસ જુઓ નિયમ ૮(૧) (સ્થાવર મિલકત માટે)	[487, 1669, 722, 1681]
court-stamp: કોર્ટ સિક્કો	[914, 2089, 965, 2140]
table-row	[319, 1963, 890, 1991]
registration-dot-magenta	[1385, 2257, 1400, 2272]
